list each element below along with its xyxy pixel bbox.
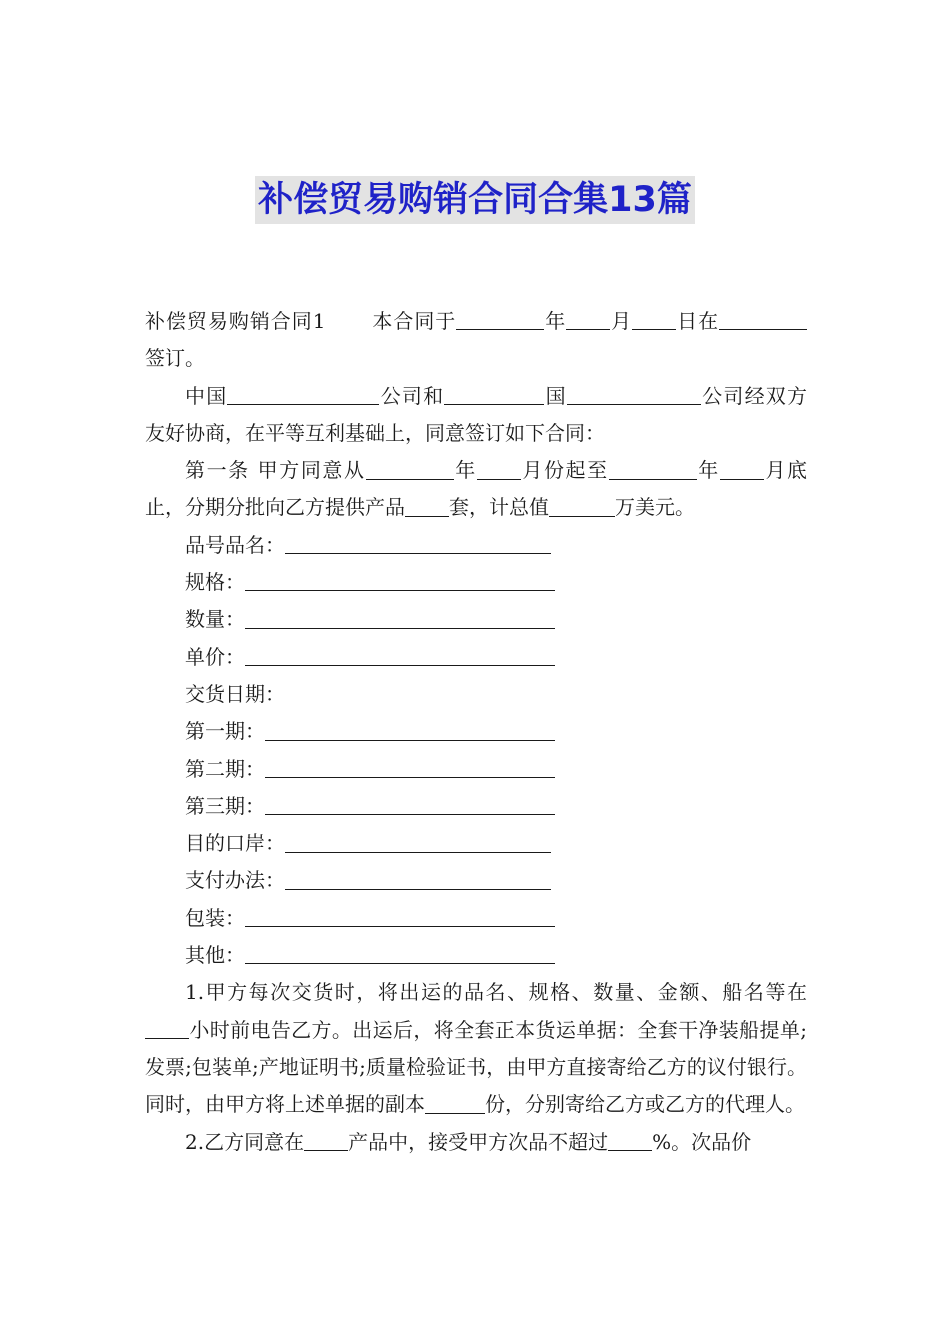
blank-field [245,644,555,666]
text: 产品中，接受甲方次品不超过 [348,1129,609,1154]
text: 月份起至 [520,458,609,483]
blank-field [245,942,555,964]
text: 中国 [185,383,228,408]
blank-field [549,495,615,517]
blank-field [366,458,454,480]
blank-field [566,308,610,330]
paragraph-2 [145,378,807,453]
field-other [145,937,807,974]
text: 月底止，分期分批向乙方提供产品 [145,458,808,520]
blank-field [245,905,555,927]
blank-field [304,1129,348,1151]
blank-field [608,1129,652,1151]
field-label: 包装： [185,905,245,930]
text: 公司经双方友好协商，在平等互利基础上，同意签订如下合同： [145,383,808,445]
field-delivery-date [145,676,807,713]
paragraph-5 [145,1124,807,1161]
field-label: 支付办法： [185,868,285,893]
blank-field [456,308,544,330]
field-label: 数量： [185,607,245,632]
field-phase-2 [145,751,807,788]
text: 签订。 [145,346,205,371]
blank-field [265,793,555,815]
blank-field [245,607,555,629]
blank-field [285,868,551,890]
text: 月 [610,309,633,333]
blank-field [720,458,764,480]
text: 小时前电告乙方。出运后，将全套正本货运单据：全套干净装船提单;发票;包装单;产地证明书;质量检验证书，由甲方直接寄给乙方的议付银行。同时，由甲方将上述单据的副本 [145,1017,807,1117]
field-label: 规格： [185,570,245,595]
title-text: 补偿贸易购销合同合集13篇 [255,176,695,224]
field-payment [145,862,807,899]
blank-field [265,756,555,778]
field-product-name [145,527,807,564]
text: 年 [696,458,720,483]
text: 年 [544,309,567,333]
text: 套，计总值 [449,495,549,520]
field-label: 其他： [185,943,245,968]
blank-field [405,495,449,517]
field-spec [145,564,807,601]
field-destination-port [145,825,807,862]
blank-field [227,383,379,405]
text: %。次品价 [652,1129,752,1154]
paragraph-1 [145,303,807,378]
blank-field [775,308,807,330]
blank-field [265,719,555,741]
blank-field [245,569,555,591]
text: 公司和 [379,383,445,408]
text: 年 [453,458,477,483]
field-packing [145,900,807,937]
text: 国 [544,383,567,408]
field-phase-1 [145,713,807,750]
blank-field [609,458,697,480]
field-label: 目的口岸： [185,831,285,856]
field-label: 交货日期： [185,681,285,706]
blank-field [444,383,544,405]
blank-field [567,383,701,405]
blank-field [285,831,551,853]
paragraph-4 [145,974,807,1123]
field-label: 品号品名： [185,532,285,557]
field-phase-3 [145,788,807,825]
blank-field [425,1092,485,1114]
text: 份，分别寄给乙方或乙方的代理人。 [485,1092,805,1117]
contract-label: 补偿贸易购销合同1 [145,309,326,333]
blank-field [632,308,676,330]
field-label: 第二期： [185,756,265,781]
text: 万美元。 [615,495,695,520]
document-title [0,176,950,224]
blank-field [477,458,521,480]
text: 本合同于 [371,309,457,333]
field-label: 单价： [185,644,245,669]
text: 日在 [676,309,720,333]
paragraph-3 [145,452,807,527]
blank-field [285,532,551,554]
document-body [145,303,807,1161]
text: 2.乙方同意在 [185,1129,305,1154]
blank-field [145,1017,189,1039]
field-label: 第三期： [185,793,265,818]
text: 1.甲方每次交货时，将出运的品名、规格、数量、金额、船名等在 [185,980,807,1005]
text: 第一条 甲方同意从 [185,458,366,483]
field-label: 第一期： [185,719,265,744]
field-quantity [145,601,807,638]
blank-field [719,308,775,330]
field-unit-price [145,639,807,676]
